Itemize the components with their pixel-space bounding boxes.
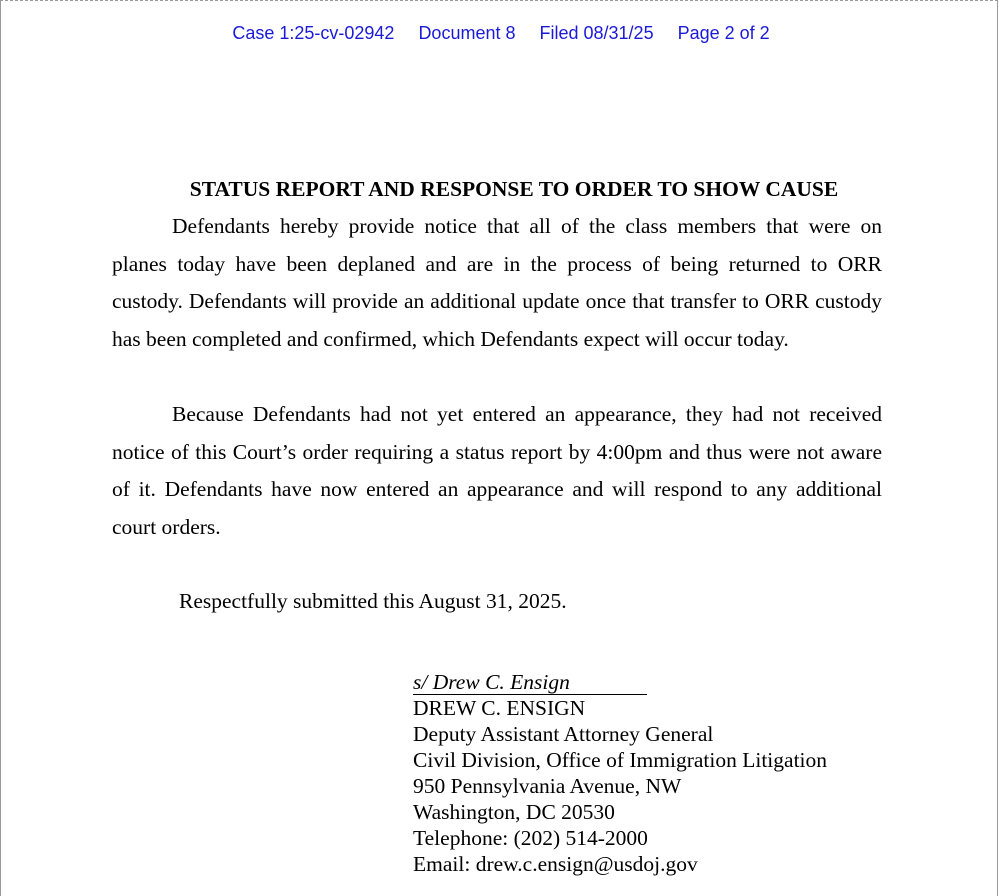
paragraph-2-text: Because Defendants had not yet entered an appearance, they had not received notice of this Court’s order requiring a status report by 4:00pm and thus were not aware of it. Defendants have now entered an appearance and will respond to any additional court orders. <box>112 402 882 539</box>
paragraph-1 <box>112 208 882 358</box>
filed-date: Filed 08/31/25 <box>539 23 654 43</box>
signature-block <box>413 669 827 877</box>
signer-title: Deputy Assistant Attorney General <box>413 722 714 746</box>
email: Email: drew.c.ensign@usdoj.gov <box>413 852 698 876</box>
document-title: STATUS REPORT AND RESPONSE TO ORDER TO SHOW CAUSE <box>189 177 839 201</box>
telephone: Telephone: (202) 514-2000 <box>413 826 648 850</box>
address-line-2: Washington, DC 20530 <box>413 800 615 824</box>
signer-division: Civil Division, Office of Immigration Litigation <box>413 748 828 772</box>
document-number: Document 8 <box>418 23 516 43</box>
signer-name: DREW C. ENSIGN <box>413 696 586 720</box>
ecf-header <box>1 23 1000 44</box>
page-number: Page 2 of 2 <box>677 23 770 43</box>
signature-line: s/ Drew C. Ensign <box>413 670 647 695</box>
paragraph-2 <box>112 396 882 546</box>
paragraph-1-text: Defendants hereby provide notice that all of the class members that were on planes today have been deplaned and are in the process of being returned to ORR custody. Defendants will provide an additional update once that transfer to ORR custody has been completed and confirmed, which Defendants expect will occur today. <box>112 214 882 351</box>
submitted-line: Respectfully submitted this August 31, 2025. <box>179 589 567 613</box>
case-number: Case 1:25-cv-02942 <box>232 23 395 43</box>
address-line-1: 950 Pennsylvania Avenue, NW <box>413 774 682 798</box>
